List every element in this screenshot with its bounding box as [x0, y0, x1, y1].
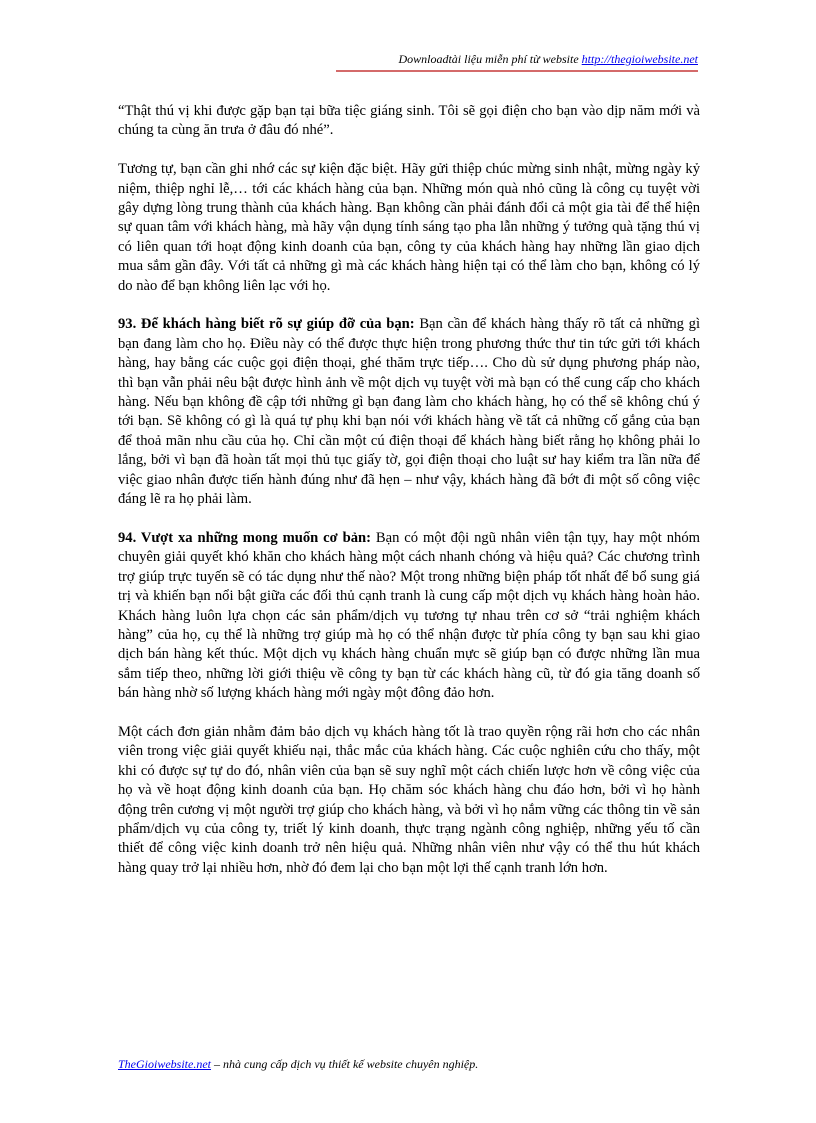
- section-93-body: Bạn cần để khách hàng thấy rõ tất cả những gì bạn đang làm cho họ. Điều này có thể được thực hiện trong phương thức thư tin tức gửi tới khách hàng, hay bằng các cuộc gọi điện thoại, ghé thăm trực tiếp…. Cho dù sử dụng phương pháp nào, thì bạn vẫn phải nêu bật được hình ảnh về một dịch vụ tuyệt vời mà bạn có thể cung cấp cho khách hàng. Nếu bạn không đề cập tới những gì bạn đang làm cho khách hàng, họ có thể sẽ không chú ý tới bạn. Sẽ không có gì là quá tự phụ khi bạn nói với khách hàng về tất cả những cố gắng của bạn để thoả mãn nhu cầu của họ. Chỉ cần một cú điện thoại để khách hàng biết rằng họ không phải lo lắng, bởi vì bạn đã hoàn tất mọi thủ tục giấy tờ, gọi điện thoại cho luật sư hay kiểm tra lần nữa để việc giao nhân được tiến hành đúng như đã hẹn – như vậy, khách hàng đã bớt đi một số công việc đáng lẽ ra họ phải làm.: [118, 316, 700, 508]
- paragraph-quote: “Thật thú vị khi được gặp bạn tại bữa tiệc giáng sinh. Tôi sẽ gọi điện cho bạn vào dịp năm mới và chúng ta cùng ăn trưa ở đâu đó nhé”.: [118, 103, 700, 139]
- section-93: [118, 315, 700, 509]
- header-text: Downloadtài liệu miễn phí từ website: [398, 52, 582, 66]
- header-divider: [336, 70, 698, 72]
- footer-text: – nhà cung cấp dịch vụ thiết kế website chuyên nghiệp.: [211, 1057, 479, 1071]
- footer-website-link[interactable]: TheGioiwebsite.net: [118, 1057, 211, 1071]
- paragraph-empowerment: Một cách đơn giản nhằm đảm bảo dịch vụ khách hàng tốt là trao quyền rộng rãi hơn cho các nhân viên trong việc giải quyết khiếu nại, thắc mắc của khách hàng. Các cuộc nghiên cứu cho thấy, một khi có được sự tự do đó, nhân viên của bạn sẽ suy nghĩ một cách chiến lược hơn về công việc của họ và về hoạt động kinh doanh của bạn. Họ chăm sóc khách hàng chu đáo hơn, bởi vì họ hành động trên cương vị một người trợ giúp cho khách hàng, và bởi vì họ nắm vững các thông tin về sản phẩm/dịch vụ của công ty, triết lý kinh doanh, thực trạng ngành công nghiệp, những yếu tố cần thiết để công việc kinh doanh trở nên hiệu quả. Những nhân viên như vậy có thể thu hút khách hàng quay trở lại nhiều hơn, nhờ đó đem lại cho bạn một lợi thế cạnh tranh lớn hơn.: [118, 723, 700, 876]
- section-94-title: 94. Vượt xa những mong muốn cơ bản:: [118, 529, 371, 546]
- section-93-title: 93. Để khách hàng biết rõ sự giúp đỡ của bạn:: [118, 316, 415, 333]
- header-website-link[interactable]: http://thegioiwebsite.net: [581, 52, 698, 66]
- section-94: [118, 529, 700, 704]
- document-body: [118, 102, 700, 898]
- paragraph-special-events: Tương tự, bạn cần ghi nhớ các sự kiện đặc biệt. Hãy gửi thiệp chúc mừng sinh nhật, mừng ngày kỷ niệm, thiệp nghỉ lễ,… tới các khách hàng của bạn. Những món quà nhỏ cũng là công cụ tuyệt vời gây dựng lòng trung thành của khách hàng. Bạn không cần phải đánh đổi cả một gia tài để thể hiện sự quan tâm với khách hàng, mà hãy vận dụng tính sáng tạo pha lẫn những ý tưởng quà tặng thú vị có liên quan tới hoạt động kinh doanh của bạn, công ty của khách hàng hay những lần giao dịch mua sắm gần đây. Với tất cả những gì mà các khách hàng hiện tại có thể làm cho bạn, không có lý do nào để bạn không liên lạc với họ.: [118, 161, 700, 294]
- page-footer: [118, 1057, 478, 1072]
- page-header: [398, 52, 698, 67]
- section-94-body: Bạn có một đội ngũ nhân viên tận tụy, hay một nhóm chuyên giải quyết khó khăn cho khách hàng một cách nhanh chóng và hiệu quả? Các chương trình trợ giúp trực tuyến sẽ có tác dụng như thế nào? Một trong những biện pháp tốt nhất để bổ sung giá trị và khiến bạn nổi bật giữa các đối thủ cạnh tranh là cung cấp một dịch vụ khách hàng hoàn hảo. Khách hàng luôn lựa chọn các sản phẩm/dịch vụ tương tự nhau trên cơ sở “trải nghiệm khách hàng” của họ, cụ thể là những trợ giúp mà họ có thể nhận được từ phía công ty bạn sau khi giao dịch bán hàng kết thúc. Một dịch vụ khách hàng chuẩn mực sẽ giúp bạn có được những lần mua sắm tiếp theo, những lời giới thiệu về công ty bạn từ các khách hàng cũ, từ đó gia tăng doanh số bán hàng nhờ số lượng khách hàng mới ngày một đông đảo hơn.: [118, 529, 700, 702]
